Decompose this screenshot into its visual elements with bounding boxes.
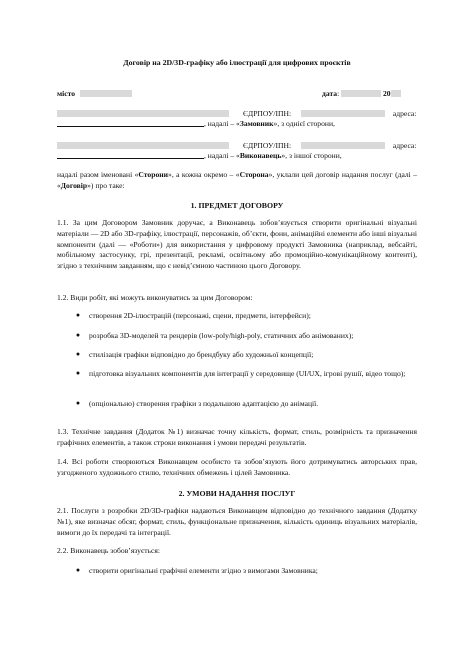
customer-address-field[interactable] bbox=[57, 119, 204, 127]
customer-line-2 bbox=[57, 119, 335, 130]
intro-text-1: надалі разом іменовані « bbox=[57, 170, 139, 179]
clause-2-1: 2.1. Послуги з розробки 2D/3D-графіки надаються Виконавцем відповідно до технічного завдання (Додатку №1), яке визначає обсяг, формат, стиль, функціональне призначення, кількість одиниць візуальних матеріалів, вимоги до їх передачі та інтеграції. bbox=[57, 506, 417, 537]
intro-text-3: », уклали цей договір надання послуг (далі – « bbox=[57, 170, 417, 190]
address-label: адреса: bbox=[392, 141, 417, 150]
customer-suffix-pre: , надалі – « bbox=[204, 119, 240, 128]
intro-text-2: », а кожна окремо – « bbox=[168, 170, 240, 179]
customer-name-field[interactable] bbox=[57, 110, 229, 117]
date-row: дата: 20 bbox=[322, 89, 401, 100]
intro-paragraph bbox=[57, 170, 417, 192]
list-item: підготовка візуальних компонентів для інтеграції у середовище (UI/UX, ігрові рушії, відео тощо); bbox=[89, 369, 406, 378]
list-item: створити оригінальні графічні елементи згідно з вимогами Замовника; bbox=[89, 566, 318, 575]
customer-role: Замовник bbox=[239, 119, 274, 128]
contractor-line-2 bbox=[57, 151, 342, 162]
edrpou-label: ЄДРПОУ/ІПН: bbox=[243, 109, 292, 118]
clause-1-1: 1.1. За цим Договором Замовник доручає, а Виконавець зобов’язується створити оригінальні візуальні матеріали — 2D або 3D-графіку, ілюстрації, персонажів, об’єкти, фони, анімаційні елементи або інші візуальні компоненти (далі — «Роботи») для використання у цифровому продукті Замовника (наприклад, вебсайті, мобільному застосунку, грі, презентації, рекламі, освітньому або промоційно-комунікаційному контенті), згідно з технічним завданням, що є невід’ємною частиною цього Договору. bbox=[57, 218, 417, 271]
intro-text-4: ») про таке: bbox=[87, 180, 125, 190]
city-row bbox=[57, 89, 132, 100]
bullet-marker: ● bbox=[75, 350, 81, 358]
intro-party: Сторона bbox=[239, 170, 269, 179]
intro-agreement: Договір bbox=[60, 180, 88, 190]
clause-1-4: 1.4. Всі роботи створюються Виконавцем особисто та зобов’язують його дотримуватись авторських прав, узгодженого художнього стилю, технічних обмежень і цілей Замовника. bbox=[57, 457, 417, 477]
date-label: дата bbox=[322, 89, 338, 98]
section-1-heading: 1. ПРЕДМЕТ ДОГОВОРУ bbox=[190, 201, 284, 210]
address-label: адреса: bbox=[392, 109, 417, 118]
city-label: місто bbox=[57, 89, 76, 98]
date-field[interactable] bbox=[341, 90, 381, 97]
year-field[interactable] bbox=[391, 90, 401, 97]
contractor-edrpou-field[interactable] bbox=[301, 142, 385, 149]
clause-1-2: 1.2. Види робіт, які можуть виконуватись за цим Договором: bbox=[57, 293, 253, 302]
customer-suffix-post: », з однієї сторони, bbox=[273, 119, 335, 128]
contractor-suffix-pre: , надалі – « bbox=[204, 151, 240, 160]
contractor-name-field[interactable] bbox=[57, 142, 229, 149]
section-2-heading: 2. УМОВИ НАДАННЯ ПОСЛУГ bbox=[178, 489, 296, 498]
bullet-marker: ● bbox=[75, 399, 81, 407]
clause-2-2: 2.2. Виконавець зобов’язується: bbox=[57, 546, 160, 555]
bullet-marker: ● bbox=[75, 566, 81, 574]
city-field[interactable] bbox=[80, 90, 132, 97]
date-year: 20 bbox=[382, 89, 391, 98]
contractor-role: Виконавець bbox=[239, 151, 282, 160]
contractor-address-field[interactable] bbox=[57, 151, 204, 159]
edrpou-label: ЄДРПОУ/ІПН: bbox=[243, 141, 292, 150]
contractor-suffix-post: », з іншої сторони, bbox=[281, 151, 342, 160]
list-item: розробка 3D-моделей та рендерів (low-poly/high-poly, статичних або анімованих); bbox=[89, 331, 354, 340]
bullet-marker: ● bbox=[75, 311, 81, 319]
list-item: (опціонально) створення графіки з подальшою адаптацією до анімації. bbox=[89, 399, 319, 408]
intro-parties: Сторони bbox=[138, 170, 169, 179]
list-item: стилізація графіки відповідно до брендбуку або художньої концепції; bbox=[89, 350, 314, 359]
clause-1-3: 1.3. Технічне завдання (Додаток №1) визначає точну кількість, формат, стиль, розмірність та призначення графічних елементів, а також строки виконання і умови передачі результатів. bbox=[57, 427, 417, 447]
bullet-marker: ● bbox=[75, 331, 81, 339]
bullet-marker: ● bbox=[75, 369, 81, 377]
list-item: створення 2D-ілюстрацій (персонажі, сцени, предмети, інтерфейси); bbox=[89, 311, 311, 320]
document-title: Договір на 2D/3D-графіку або ілюстрації для цифрових проєктів bbox=[123, 58, 351, 67]
customer-edrpou-field[interactable] bbox=[301, 110, 385, 117]
